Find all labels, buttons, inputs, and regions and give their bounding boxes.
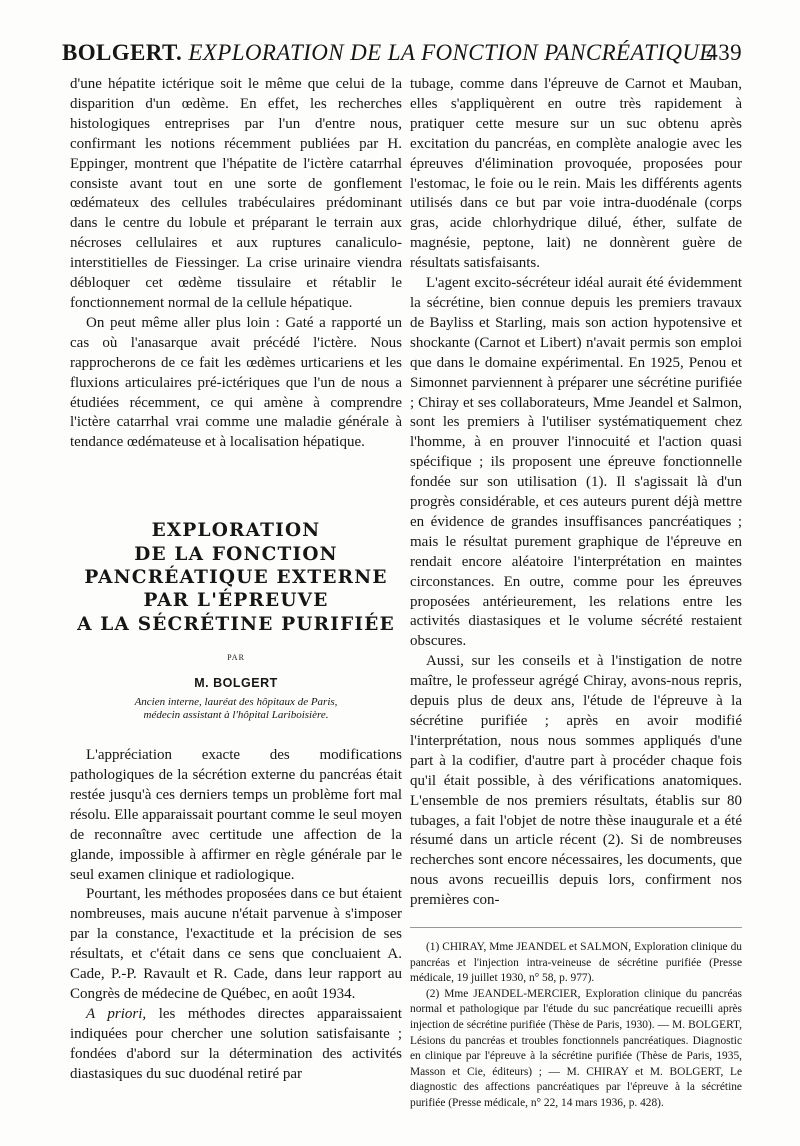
- affiliation-line: Ancien interne, lauréat des hôpitaux de Paris,: [134, 696, 338, 709]
- running-header: [62, 40, 742, 72]
- footnotes: [410, 927, 742, 1112]
- article-title-line: A LA SÉCRÉTINE PURIFIÉE: [77, 613, 395, 635]
- right-column: [410, 75, 742, 1112]
- article-title-line: EXPLORATION: [151, 520, 321, 542]
- article-title-line: PAR L'ÉPREUVE: [143, 590, 329, 612]
- article-title-line: DE LA FONCTION: [134, 543, 338, 565]
- author-affiliation: [70, 696, 402, 722]
- article-title-line: PANCRÉATIQUE EXTERNE: [84, 567, 388, 589]
- article-title: [70, 519, 402, 636]
- footnote: (2) Mme JEANDEL-MERCIER, Exploration clinique du pancréas normal et pathologique par l'étude du suc pancréatique recueilli après injection de sécrétine purifiée (Thèse de Paris, 1930). — M. BOLGERT, Lésions du pancréas et troubles fonctionnels pancréatiques. Diagnostic en clinique par l'épreuve à la sécrétine purifiée (Thèse de Paris, 1935, Masson et Cie, éditeurs) ; — M. CHIRAY et M. BOLGERT, Le diagnostic des affections pancréatiques par l'épreuve à la sécrétine purifiée (Presse médicale, n° 22, 14 mars 1936, p. 428).: [410, 987, 742, 1109]
- italic-lead: A priori,: [86, 1005, 147, 1022]
- article-body: [70, 746, 402, 1084]
- footnote: (1) CHIRAY, Mme JEANDEL et SALMON, Exploration clinique du pancréas et l'injection intra-veineuse de sécrétine purifiée (Presse médicale, 19 juillet 1930, n° 58, p. 977).: [410, 941, 742, 985]
- continued-paragraph: d'une hépatite ictérique soit le même que celui de la disparition d'un œdème. En effet, les recherches histologiques entreprises par l'un d'entre nous, confirmant les notions récemment publiées par H. Eppinger, montrent que l'hépatite de l'ictère catarrhal consiste avant tout en une sorte de gonflement œdémateux des cellules trabéculaires prédominant dans le centre du lobule et préparant le terrain aux nécroses cellulaires et aux ruptures canaliculo-interstitielles de Fiessinger. La crise urinaire viendra débloquer cet œdème tissulaire et rétablir le fonctionnement normal de la cellule hépatique.: [70, 76, 402, 311]
- paragraph: Pourtant, les méthodes proposées dans ce but étaient nombreuses, mais aucune n'était parvenue à s'imposer par la constance, l'exactitude et la précision de ses résultats, et c'était dans ce sens que concluaient A. Cade, P.-P. Ravault et R. Cade, dans leur rapport au Congrès de médecine de Québec, en août 1934.: [70, 886, 402, 1002]
- affiliation-line: médecin assistant à l'hôpital Lariboisière.: [143, 709, 329, 722]
- continued-paragraph: tubage, comme dans l'épreuve de Carnot et Mauban, elles s'appliquèrent en outre très rapidement à pratiquer cette mesure sur un suc obtenu après excitation du pancréas, en complète analogie avec les épreuves d'élimination provoquée, proposées pour l'estomac, le foie ou le rein. Mais les différents agents utilisés dans ce but par voie intra-duodénale (corps gras, acide chlorhydrique dilué, éther, sulfate de magnésie, peptone, lait) ne donnèrent guère de résultats satisfaisants.: [410, 76, 742, 272]
- paragraph-text: les méthodes directes apparaissaient indiquées pour chercher une solution satisfaisante ; fondées d'abord sur la détermination des activités diastasiques du suc duodénal retiré par: [70, 1005, 402, 1082]
- by-label: PAR: [227, 653, 245, 663]
- paragraph: L'appréciation exacte des modifications pathologiques de la sécrétion externe du pancréas était restée jusqu'à ces derniers temps un problème fort mal résolu. Elle apparaissait pourtant comme le seul moyen de reconnaître avec certitude une affection de la glande, impossible à affirmer en règle générale par le seul examen clinique et radiologique.: [70, 747, 402, 883]
- paragraph: On peut même aller plus loin : Gaté a rapporté un cas où l'anasarque avait précédé l'ictère. Nous rapprocherons de ce fait les œdèmes urticariens et les fluxions articulaires pré-ictériques que l'un de nous a étudiées récemment, ce qui amène à comprendre l'ictère catarrhal vrai comme une maladie générale à tendance œdémateuse et à localisation hépatique.: [70, 314, 402, 451]
- paragraph: L'agent excito-sécréteur idéal aurait été évidemment la sécrétine, bien connue depuis les premiers travaux de Bayliss et Starling, mais son action hypotensive et shockante (Carnot et Libert) n'avait permis son emploi que dans le domaine expérimental. En 1925, Penou et Simonnet parviennent à préparer une sécrétine purifiée ; Chiray et ses collaborateurs, Mme Jeandel et Salmon, sont les premiers à l'utiliser systématiquement chez l'homme, à en prouver l'innocuité et l'action quasi spécifique ; ils proposent une épreuve fonctionnelle fondée sur son utilisation (1). Il s'agissait là d'un progrès considérable, et ces auteurs purent déjà mettre en évidence de grandes insuffisances pancréatiques ; mais le résultat purement graphique de l'épreuve en rendait encore aléatoire l'interprétation en maintes circonstances. En outre, comme pour les épreuves proposées antérieurement, les relations entre les activités diastasiques et le volume sécrété restaient obscures.: [410, 275, 742, 650]
- author-name: M. BOLGERT: [194, 676, 278, 691]
- header-title: EXPLORATION DE LA FONCTION PANCRÉATIQUE: [188, 40, 714, 65]
- paragraph: [70, 1005, 402, 1085]
- article-heading: [70, 519, 402, 722]
- page-number: 439: [706, 40, 742, 65]
- left-column: [70, 75, 402, 1084]
- header-author: BOLGERT.: [62, 40, 183, 65]
- paragraph: Aussi, sur les conseils et à l'instigation de notre maître, le professeur agrégé Chiray, avons-nous repris, depuis plus de deux ans, l'étude de l'épreuve à la sécrétine purifiée ; après en avoir modifié l'interprétation, nous nous sommes appliqués d'une part à la codifier, d'autre part à procéder chaque fois qu'il était possible, à des vérifications anatomiques. L'ensemble de nos premiers résultats, établis sur 80 tubages, a fait l'objet de notre thèse inaugurale et a été résumé dans un article récent (2). Si de nombreuses recherches sont encore nécessaires, les documents, que nous avons recueillis depuis lors, confirment nos premières con-: [410, 653, 742, 909]
